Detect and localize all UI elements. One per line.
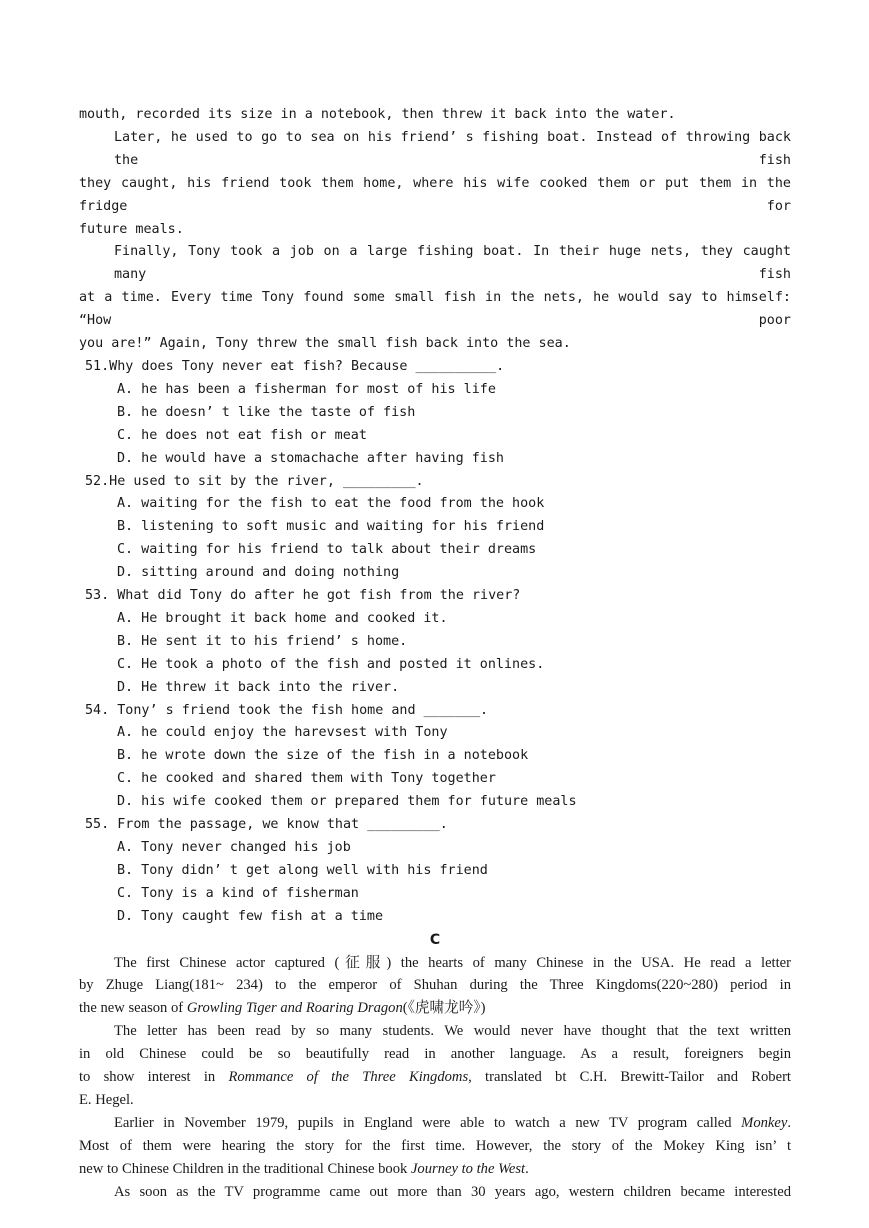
answer-option: C. he cooked and shared them with Tony together (117, 771, 496, 787)
question-stem: 55. From the passage, we know that _________. (85, 817, 448, 833)
passage-line: by Zhuge Liang(181~ 234) to the emperor of Shuhan during the Three Kingdoms(220~280) period in (79, 977, 791, 994)
program-title: Monkey (741, 1114, 788, 1131)
passage-line: in old Chinese could be so beautifully read in another language. As a result, foreigners begin (79, 1046, 791, 1063)
answer-option: D. his wife cooked them or prepared them for future meals (117, 794, 577, 810)
passage-line: they caught, his friend took them home, where his wife cooked them or put them in the fridge for (79, 175, 791, 214)
answer-option: A. Tony never changed his job (117, 840, 351, 855)
answer-option: B. he wrote down the size of the fish in a notebook (117, 748, 529, 764)
passage-line: Finally, Tony took a job on a large fishing boat. In their huge nets, they caught many fish (114, 244, 791, 283)
answer-option: C. He took a photo of the fish and posted it onlines. (117, 656, 545, 672)
answer-option: C. Tony is a kind of fisherman (117, 885, 359, 901)
answer-option: C. he does not eat fish or meat (117, 427, 367, 443)
passage-line: Most of them were hearing the story for the first time. However, the story of the Mokey King isn’ t (79, 1137, 791, 1154)
question-stem: 53. What did Tony do after he got fish from the river? (85, 588, 521, 604)
passage-line: As soon as the TV programme came out more than 30 years ago, western children became interested (114, 1183, 791, 1200)
passage-line: you are!” Again, Tony threw the small fish back into the sea. (79, 336, 571, 352)
passage-line (79, 1066, 791, 1089)
passage-line: mouth, recorded its size in a notebook, then threw it back into the water. (79, 107, 676, 122)
book-title: Rommance of the Three Kingdoms (228, 1069, 469, 1086)
answer-option: A. he could enjoy the harevsest with Tony (117, 725, 448, 741)
answer-option: A. he has been a fisherman for most of his life (117, 381, 496, 397)
text-run: (《虎啸龙吟》) (402, 1000, 486, 1017)
document-page (79, 104, 791, 1204)
passage-line: future meals. (79, 221, 184, 237)
answer-option: D. he would have a stomachache after having fish (117, 450, 504, 466)
answer-option: A. He brought it back home and cooked it. (117, 610, 448, 626)
passage-line: The first Chinese actor captured (征服) the hearts of many Chinese in the USA. He read a letter (114, 954, 791, 971)
text-run: . (525, 1160, 529, 1177)
answer-option: B. listening to soft music and waiting for his friend (117, 519, 545, 535)
passage-line: Later, he used to go to sea on his friend’ s fishing boat. Instead of throwing back the fish (114, 129, 791, 168)
passage-line (79, 1158, 791, 1181)
passage-line: E. Hegel. (79, 1091, 134, 1108)
text-run: Earlier in November 1979, pupils in England were able to watch a new TV program called (114, 1114, 742, 1131)
answer-option: D. sitting around and doing nothing (117, 565, 400, 581)
passage-line: The letter has been read by so many students. We would never have thought that the text written (114, 1023, 791, 1040)
question-stem: 51.Why does Tony never eat fish? Because __________. (85, 358, 505, 374)
question-stem: 54. Tony’ s friend took the fish home and _______. (85, 702, 489, 718)
question-stem: 52.He used to sit by the river, _________. (85, 473, 424, 489)
book-title: Growling Tiger and Roaring Dragon (186, 1000, 403, 1017)
answer-option: D. Tony caught few fish at a time (117, 908, 384, 924)
text-run: to show interest in (79, 1069, 229, 1086)
text-run: . (787, 1114, 791, 1131)
answer-option: B. he doesn’ t like the taste of fish (117, 404, 416, 420)
passage-line (79, 997, 791, 1020)
answer-option: C. waiting for his friend to talk about their dreams (117, 542, 537, 558)
text-run: the new season of (79, 1000, 187, 1017)
section-title: C (429, 931, 441, 948)
text-run: , translated bt C.H. Brewitt-Tailor and Robert (468, 1069, 791, 1086)
passage-line (79, 1112, 791, 1135)
answer-option: D. He threw it back into the river. (117, 679, 400, 695)
answer-option: A. waiting for the fish to eat the food from the hook (117, 496, 545, 512)
text-run: new to Chinese Children in the traditional Chinese book (79, 1160, 411, 1177)
book-title: Journey to the West (410, 1160, 526, 1177)
answer-option: B. Tony didn’ t get along well with his friend (117, 862, 488, 878)
answer-option: B. He sent it to his friend’ s home. (117, 633, 408, 649)
passage-line: at a time. Every time Tony found some small fish in the nets, he would say to himself: “How poor (79, 290, 791, 329)
